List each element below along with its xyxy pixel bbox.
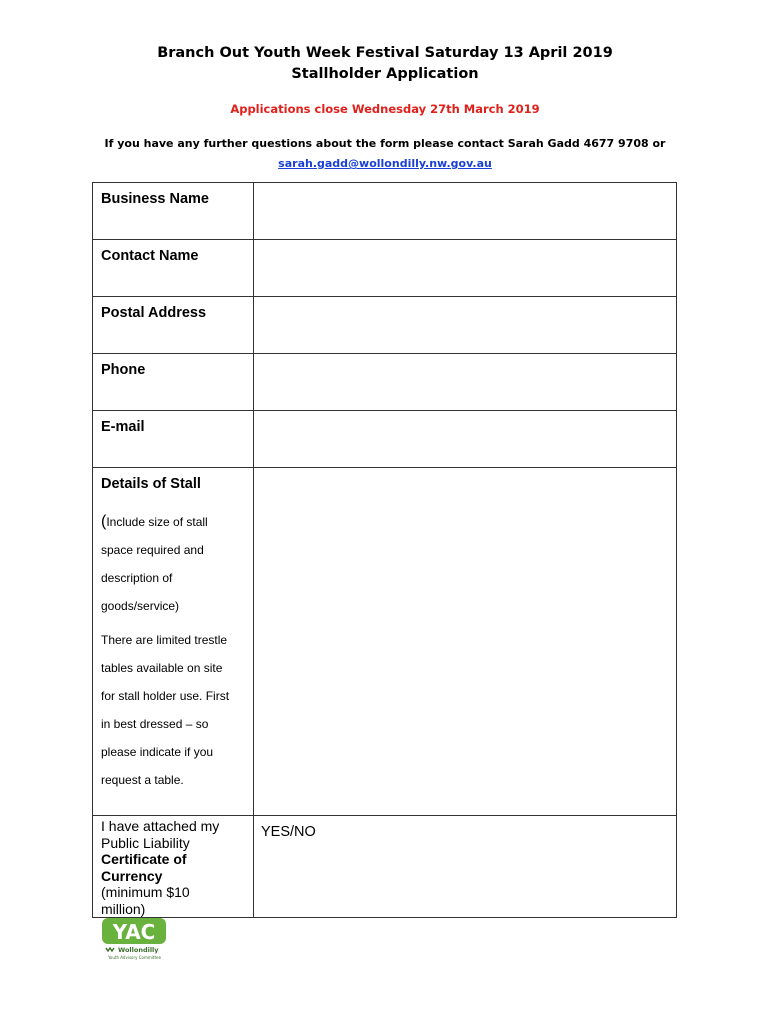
details-field[interactable] <box>254 468 677 816</box>
details-note-line: for stall holder use. First <box>101 689 230 703</box>
insurance-line: (minimum $10 <box>101 884 190 900</box>
postal-address-field[interactable] <box>254 297 677 354</box>
application-form <box>92 182 677 918</box>
row-business-name <box>93 183 677 240</box>
business-name-label: Business Name <box>93 183 254 240</box>
insurance-line: million) <box>101 900 146 917</box>
details-note-line: goods/service) <box>101 599 180 613</box>
yac-logo <box>100 915 170 961</box>
logo-text: YAC <box>112 920 156 944</box>
details-note-line: There are limited trestle <box>101 633 228 647</box>
contact-name-field[interactable] <box>254 240 677 297</box>
details-note-line: in best dressed – so <box>101 717 209 731</box>
details-note-line: please indicate if you <box>101 745 214 759</box>
details-paren: ( <box>101 513 107 530</box>
closing-date: Applications close Wednesday 27th March 2019 <box>230 102 540 116</box>
contact-text: If you have any further questions about the form please contact Sarah Gadd 4677 9708 or <box>104 137 666 150</box>
row-details <box>93 468 677 816</box>
postal-address-label: Postal Address <box>93 297 254 354</box>
row-insurance <box>93 816 677 918</box>
logo-sub2: Youth Advisory Committee <box>108 955 161 960</box>
details-note-line: Include size of stall <box>106 515 208 529</box>
row-phone <box>93 354 677 411</box>
row-email <box>93 411 677 468</box>
form-subtitle: Stallholder Application <box>291 66 479 82</box>
details-label: Details of Stall <box>101 476 201 492</box>
row-contact-name <box>93 240 677 297</box>
business-name-field[interactable] <box>254 183 677 240</box>
form-title: Branch Out Youth Week Festival Saturday 13 April 2019 <box>157 45 613 61</box>
details-note-line: space required and <box>101 543 204 557</box>
insurance-line: Currency <box>101 867 163 884</box>
contact-email-link[interactable]: sarah.gadd@wollondilly.nw.gov.au <box>278 157 492 170</box>
contact-info <box>0 134 770 174</box>
phone-field[interactable] <box>254 354 677 411</box>
details-note-line: tables available on site <box>101 661 223 675</box>
insurance-line: I have attached my <box>101 818 220 834</box>
phone-label: Phone <box>93 354 254 411</box>
row-postal-address <box>93 297 677 354</box>
insurance-line: Certificate of <box>101 851 187 867</box>
details-note-line: request a table. <box>101 773 184 787</box>
email-label: E-mail <box>93 411 254 468</box>
details-note <box>101 508 253 794</box>
logo-sub1: Wollondilly <box>118 946 159 954</box>
insurance-line: Public Liability <box>101 834 190 851</box>
email-field[interactable] <box>254 411 677 468</box>
details-label-cell <box>93 468 254 816</box>
details-note-line: description of <box>101 571 173 585</box>
insurance-field[interactable]: YES/NO <box>254 816 677 918</box>
contact-name-label: Contact Name <box>93 240 254 297</box>
insurance-label <box>93 816 254 918</box>
